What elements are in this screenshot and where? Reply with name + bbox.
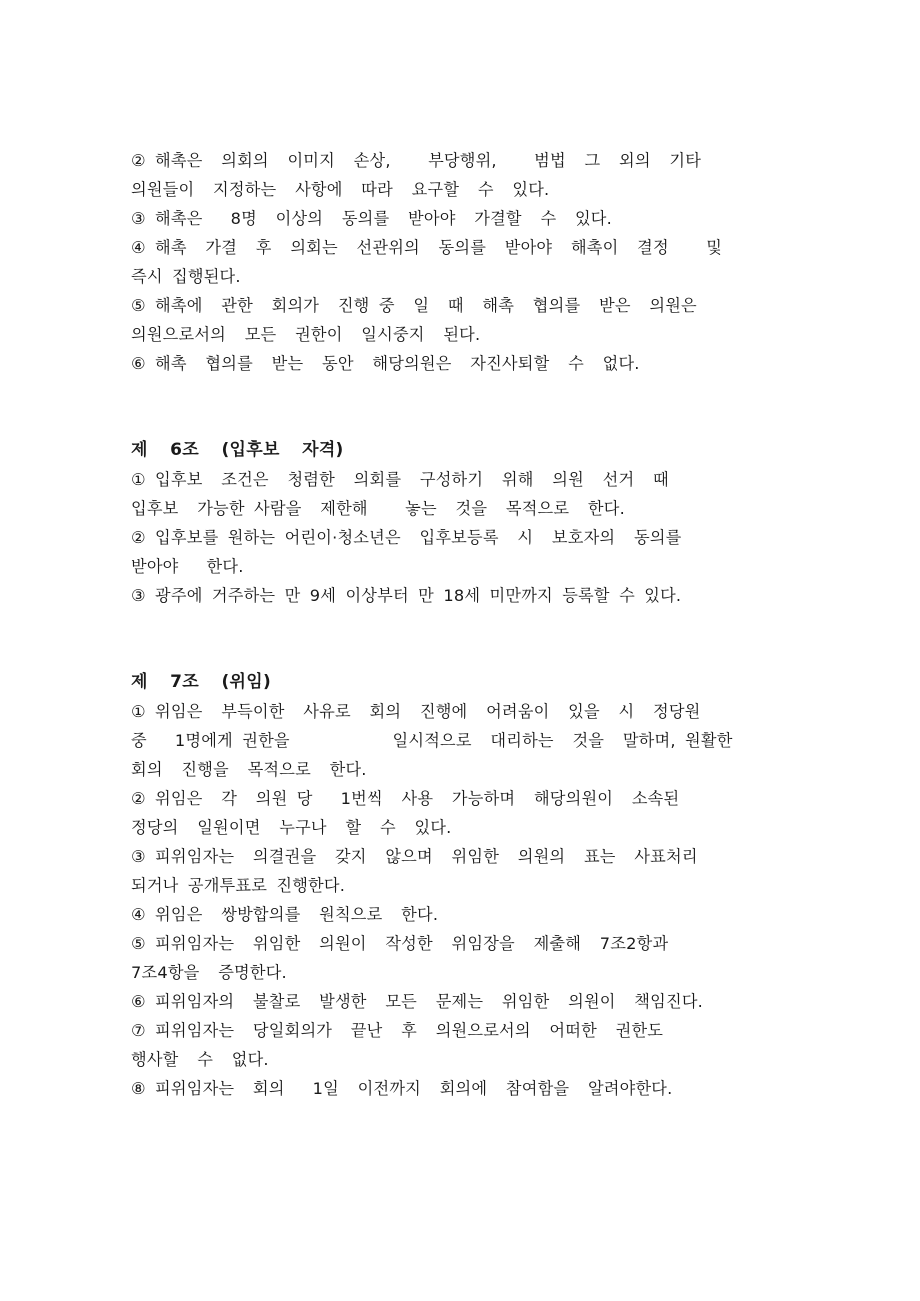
paragraph-line: ⑥ 피위임자의 불찰로 발생한 모든 문제는 위임한 의원이 책임진다. — [131, 992, 704, 1011]
section-gap — [131, 378, 791, 436]
paragraph-line: ④ 해촉 가결 후 의회는 선관위의 동의를 받아야 해촉이 결정 및 — [131, 238, 723, 257]
paragraph-line: ⑤ 해촉에 관한 회의가 진행 중 일 때 해촉 협의를 받은 의원은 — [131, 296, 697, 315]
paragraph-line: 7조4항을 증명한다. — [131, 963, 287, 982]
paragraph-line: ① 위임은 부득이한 사유로 회의 진행에 어려움이 있을 시 정당원 — [131, 702, 701, 721]
paragraph-line: 즉시 집행된다. — [131, 267, 241, 286]
paragraph-line: 받아야 한다. — [131, 557, 244, 576]
section-5-continued — [131, 146, 791, 378]
paragraph-line: ② 입후보를 원하는 어린이·청소년은 입후보등록 시 보호자의 동의를 — [131, 528, 682, 547]
section-7 — [131, 668, 791, 1103]
paragraph-line: 의원들이 지정하는 사항에 따라 요구할 수 있다. — [131, 180, 550, 199]
paragraph-line: 회의 진행을 목적으로 한다. — [131, 760, 367, 779]
section-heading: 제 6조 (입후보 자격) — [131, 440, 344, 460]
paragraph-line: ③ 해촉은 8명 이상의 동의를 받아야 가결할 수 있다. — [131, 209, 612, 228]
paragraph-line: ④ 위임은 쌍방합의를 원칙으로 한다. — [131, 905, 439, 924]
paragraph-line: ③ 광주에 거주하는 만 9세 이상부터 만 18세 미만까지 등록할 수 있다. — [131, 586, 682, 605]
paragraph-line: ⑧ 피위임자는 회의 1일 이전까지 회의에 참여함을 알려야한다. — [131, 1079, 673, 1098]
section-gap — [131, 610, 791, 668]
paragraph-line: ⑦ 피위임자는 당일회의가 끝난 후 의원으로서의 어떠한 권한도 — [131, 1021, 664, 1040]
document-page — [131, 146, 791, 1103]
paragraph-line: 정당의 일원이면 누구나 할 수 있다. — [131, 818, 452, 837]
paragraph-line: ⑥ 해촉 협의를 받는 동안 해당의원은 자진사퇴할 수 없다. — [131, 354, 640, 373]
paragraph-line: ⑤ 피위임자는 위임한 의원이 작성한 위임장을 제출해 7조2항과 — [131, 934, 669, 953]
section-6 — [131, 436, 791, 610]
section-heading: 제 7조 (위임) — [131, 672, 272, 692]
paragraph-line: ② 위임은 각 의원 당 1번씩 사용 가능하며 해당의원이 소속된 — [131, 789, 680, 808]
paragraph-line: ② 해촉은 의회의 이미지 손상, 부당행위, 범법 그 외의 기타 — [131, 151, 702, 170]
paragraph-line: 되거나 공개투표로 진행한다. — [131, 876, 346, 895]
paragraph-line: ① 입후보 조건은 청렴한 의회를 구성하기 위해 의원 선거 때 — [131, 470, 669, 489]
paragraph-line: 행사할 수 없다. — [131, 1050, 269, 1069]
paragraph-line: 입후보 가능한 사람을 제한해 놓는 것을 목적으로 한다. — [131, 499, 625, 518]
paragraph-line: 중 1명에게 권한을 일시적으로 대리하는 것을 말하며, 원활한 — [131, 731, 733, 750]
paragraph-line: ③ 피위임자는 의결권을 갖지 않으며 위임한 의원의 표는 사표처리 — [131, 847, 698, 866]
paragraph-line: 의원으로서의 모든 권한이 일시중지 된다. — [131, 325, 481, 344]
